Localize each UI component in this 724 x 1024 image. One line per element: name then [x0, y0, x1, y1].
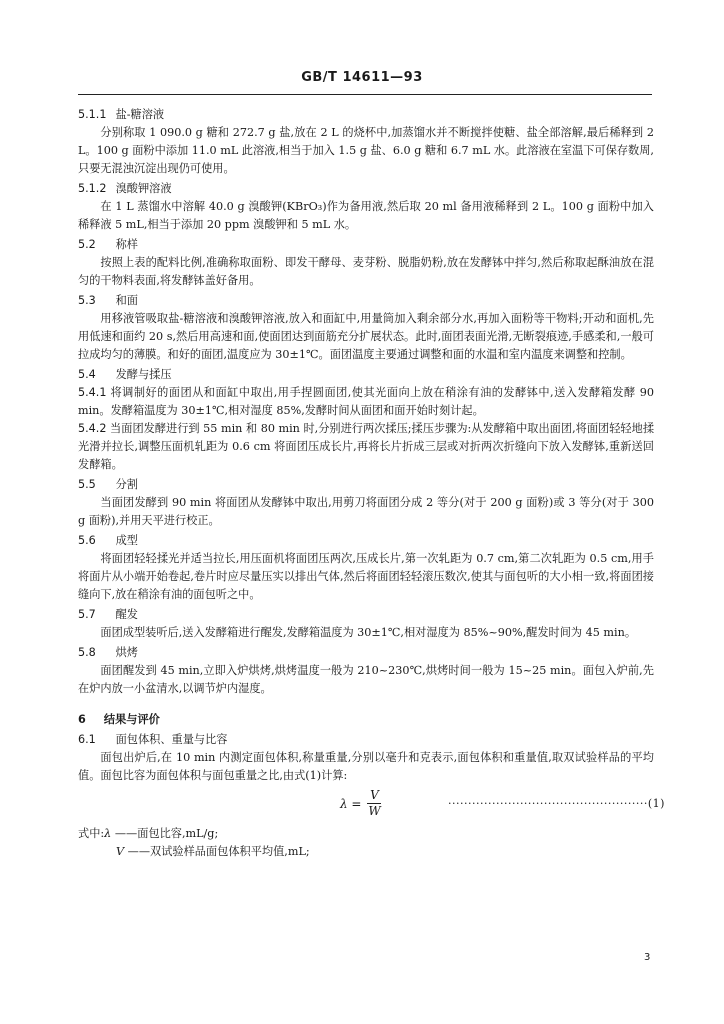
- section-number: 6.1: [78, 733, 96, 746]
- formula-numerator: V: [370, 788, 379, 802]
- section-title: 和面: [115, 294, 138, 307]
- section-number: 5.5: [78, 478, 96, 491]
- dash: ——: [127, 845, 151, 858]
- formula-denominator: W: [368, 804, 381, 818]
- section-number: 5.7: [78, 608, 96, 621]
- section-title: 盐-糖溶液: [115, 108, 165, 121]
- section-heading-5-6: [78, 532, 654, 550]
- where-intro: 式中:: [78, 827, 105, 840]
- formula-lhs: λ =: [340, 796, 362, 811]
- section-title: 成型: [115, 534, 138, 547]
- paragraph: 分别称取 1 090.0 g 糖和 272.7 g 盐,放在 2 L 的烧杯中,加蒸馏水并不断搅拌使糖、盐全部溶解,最后稀释到 2 L。100 g 面粉中添加 11.0 mL 此溶液,相当于加入 1.5 g 盐、6.0 g 糖和 6.7 mL 水。此溶液在室温下可保存数周,只要无混浊沉淀出现仍可使用。: [78, 126, 654, 175]
- section-number: 5.4.1: [78, 386, 107, 399]
- section-title: 面包体积、重量与比容: [115, 733, 228, 746]
- section-heading-5-3: [78, 292, 654, 310]
- paragraph-5-4-2: [78, 420, 654, 474]
- paragraph: 将面团轻轻揉光并适当拉长,用压面机将面团压两次,压成长片,第一次轧距为 0.7 cm,第二次轧距为 0.5 cm,用手将面片从小端开始卷起,卷片时应尽量压实以排出气体,然后将面团轻轻滚压数次,使其与面包听的大小相一致,将面团接缝向下,放在稍涂有油的面包听之中。: [78, 552, 654, 601]
- section-heading-5-5: [78, 476, 654, 494]
- paragraph-text: 将调制好的面团从和面缸中取出,用手捏圆面团,使其光面向上放在稍涂有油的发酵钵中,送入发酵箱发酵 90 min。发酵箱温度为 30±1℃,相对湿度 85%,发酵时间从面团和面开始时刻计起。: [78, 386, 654, 417]
- section-title: 称样: [115, 238, 138, 251]
- paragraph: 面团醒发到 45 min,立即入炉烘烤,烘烤温度一般为 210~230℃,烘烤时间一般为 15~25 min。面包入炉前,先在炉内放一小盆清水,以调节炉内湿度。: [78, 664, 654, 695]
- section-heading-5-2: [78, 236, 654, 254]
- section-number: 5.6: [78, 534, 96, 547]
- paragraph: 面包出炉后,在 10 min 内测定面包体积,称量重量,分别以毫升和克表示,面包体积和重量值,取双试验样品的平均值。面包比容为面包体积与面包重量之比,由式(1)计算:: [78, 751, 654, 782]
- paragraph: 当面团发酵到 90 min 将面团从发酵钵中取出,用剪刀将面团分成 2 等分(对于 200 g 面粉)或 3 等分(对于 300 g 面粉),并用天平进行校正。: [78, 496, 654, 527]
- section-number: 5.2: [78, 238, 96, 251]
- section-title: 溴酸钾溶液: [115, 182, 172, 195]
- section-number: 5.3: [78, 294, 96, 307]
- symbol: V: [116, 845, 125, 858]
- section-heading-5-1-2: [78, 180, 654, 198]
- section-number: 5.4: [78, 368, 96, 381]
- paragraph: 在 1 L 蒸馏水中溶解 40.0 g 溴酸钾(KBrO₃)作为备用液,然后取 20 ml 备用液稀释到 2 L。100 g 面粉中加入稀释液 5 mL,相当于添加 20 ppm 溴酸钾和 5 mL 水。: [78, 200, 654, 231]
- dash: ——: [114, 827, 138, 840]
- where-line-1: [78, 825, 654, 843]
- section-heading-5-7: [78, 606, 654, 624]
- where-line-2: [78, 843, 654, 861]
- section-heading-6-1: [78, 731, 654, 749]
- paragraph: 按照上表的配料比例,准确称取面粉、即发干酵母、麦芽粉、脱脂奶粉,放在发酵钵中拌匀,然后称取起酥油放在混匀的干物料表面,将发酵钵盖好备用。: [78, 256, 654, 287]
- section-heading-6: [78, 710, 654, 729]
- standard-number-header: GB/T 14611—93: [301, 70, 423, 85]
- paragraph-5-4-1: [78, 384, 654, 420]
- section-title: 分割: [115, 478, 138, 491]
- document-body: [78, 104, 665, 861]
- section-number: 5.1.2: [78, 182, 107, 195]
- section-title: 烘烤: [115, 646, 138, 659]
- definition: 面包比容,mL/g;: [137, 827, 219, 840]
- header-divider: [78, 94, 652, 95]
- section-number: 5.1.1: [78, 108, 107, 121]
- section-title: 醒发: [115, 608, 138, 621]
- section-heading-5-1-1: [78, 106, 654, 124]
- paragraph: 面团成型装听后,送入发酵箱进行醒发,发酵箱温度为 30±1℃,相对湿度为 85%~90%,醒发时间为 45 min。: [100, 626, 637, 639]
- equation-number: [448, 795, 665, 813]
- section-number: 5.8: [78, 646, 96, 659]
- formula-expression: [340, 789, 381, 818]
- section-heading-5-4: [78, 366, 654, 384]
- section-number: 5.4.2: [78, 422, 107, 435]
- paragraph: 用移液管吸取盐-糖溶液和溴酸钾溶液,放入和面缸中,用量筒加入剩余部分水,再加入面粉等干物料;开动和面机,先用低速和面约 20 s,然后用高速和面,使面团达到面筋充分扩展状态。此时,面团表面光滑,无断裂痕迹,手感柔和,一般可拉成均匀的薄膜。和好的面团,温度应为 30±1℃。面团温度主要通过调整和面的水温和室内温度来调整和控制。: [78, 312, 654, 361]
- formula-1: [78, 787, 665, 821]
- definition: 双试验样品面包体积平均值,mL;: [150, 845, 310, 858]
- page-number: 3: [644, 952, 651, 963]
- symbol: λ: [104, 827, 112, 840]
- equation-label: (1): [647, 797, 665, 810]
- formula-fraction: [367, 789, 381, 818]
- section-number: 6: [78, 713, 86, 726]
- paragraph-text: 当面团发酵进行到 55 min 和 80 min 时,分别进行两次揉压;揉压步骤为:从发酵箱中取出面团,将面团轻轻地揉光滑并拉长,调整压面机轧距为 0.6 cm 将面团压成长片,再将长片折成三层或对折两次折缝向下放入发酵钵,重新送回发酵箱。: [78, 422, 655, 471]
- section-title: 发酵与揉压: [115, 368, 172, 381]
- section-title: 结果与评价: [103, 712, 160, 726]
- leader-dots: ··················································: [448, 797, 648, 810]
- section-heading-5-8: [78, 644, 654, 662]
